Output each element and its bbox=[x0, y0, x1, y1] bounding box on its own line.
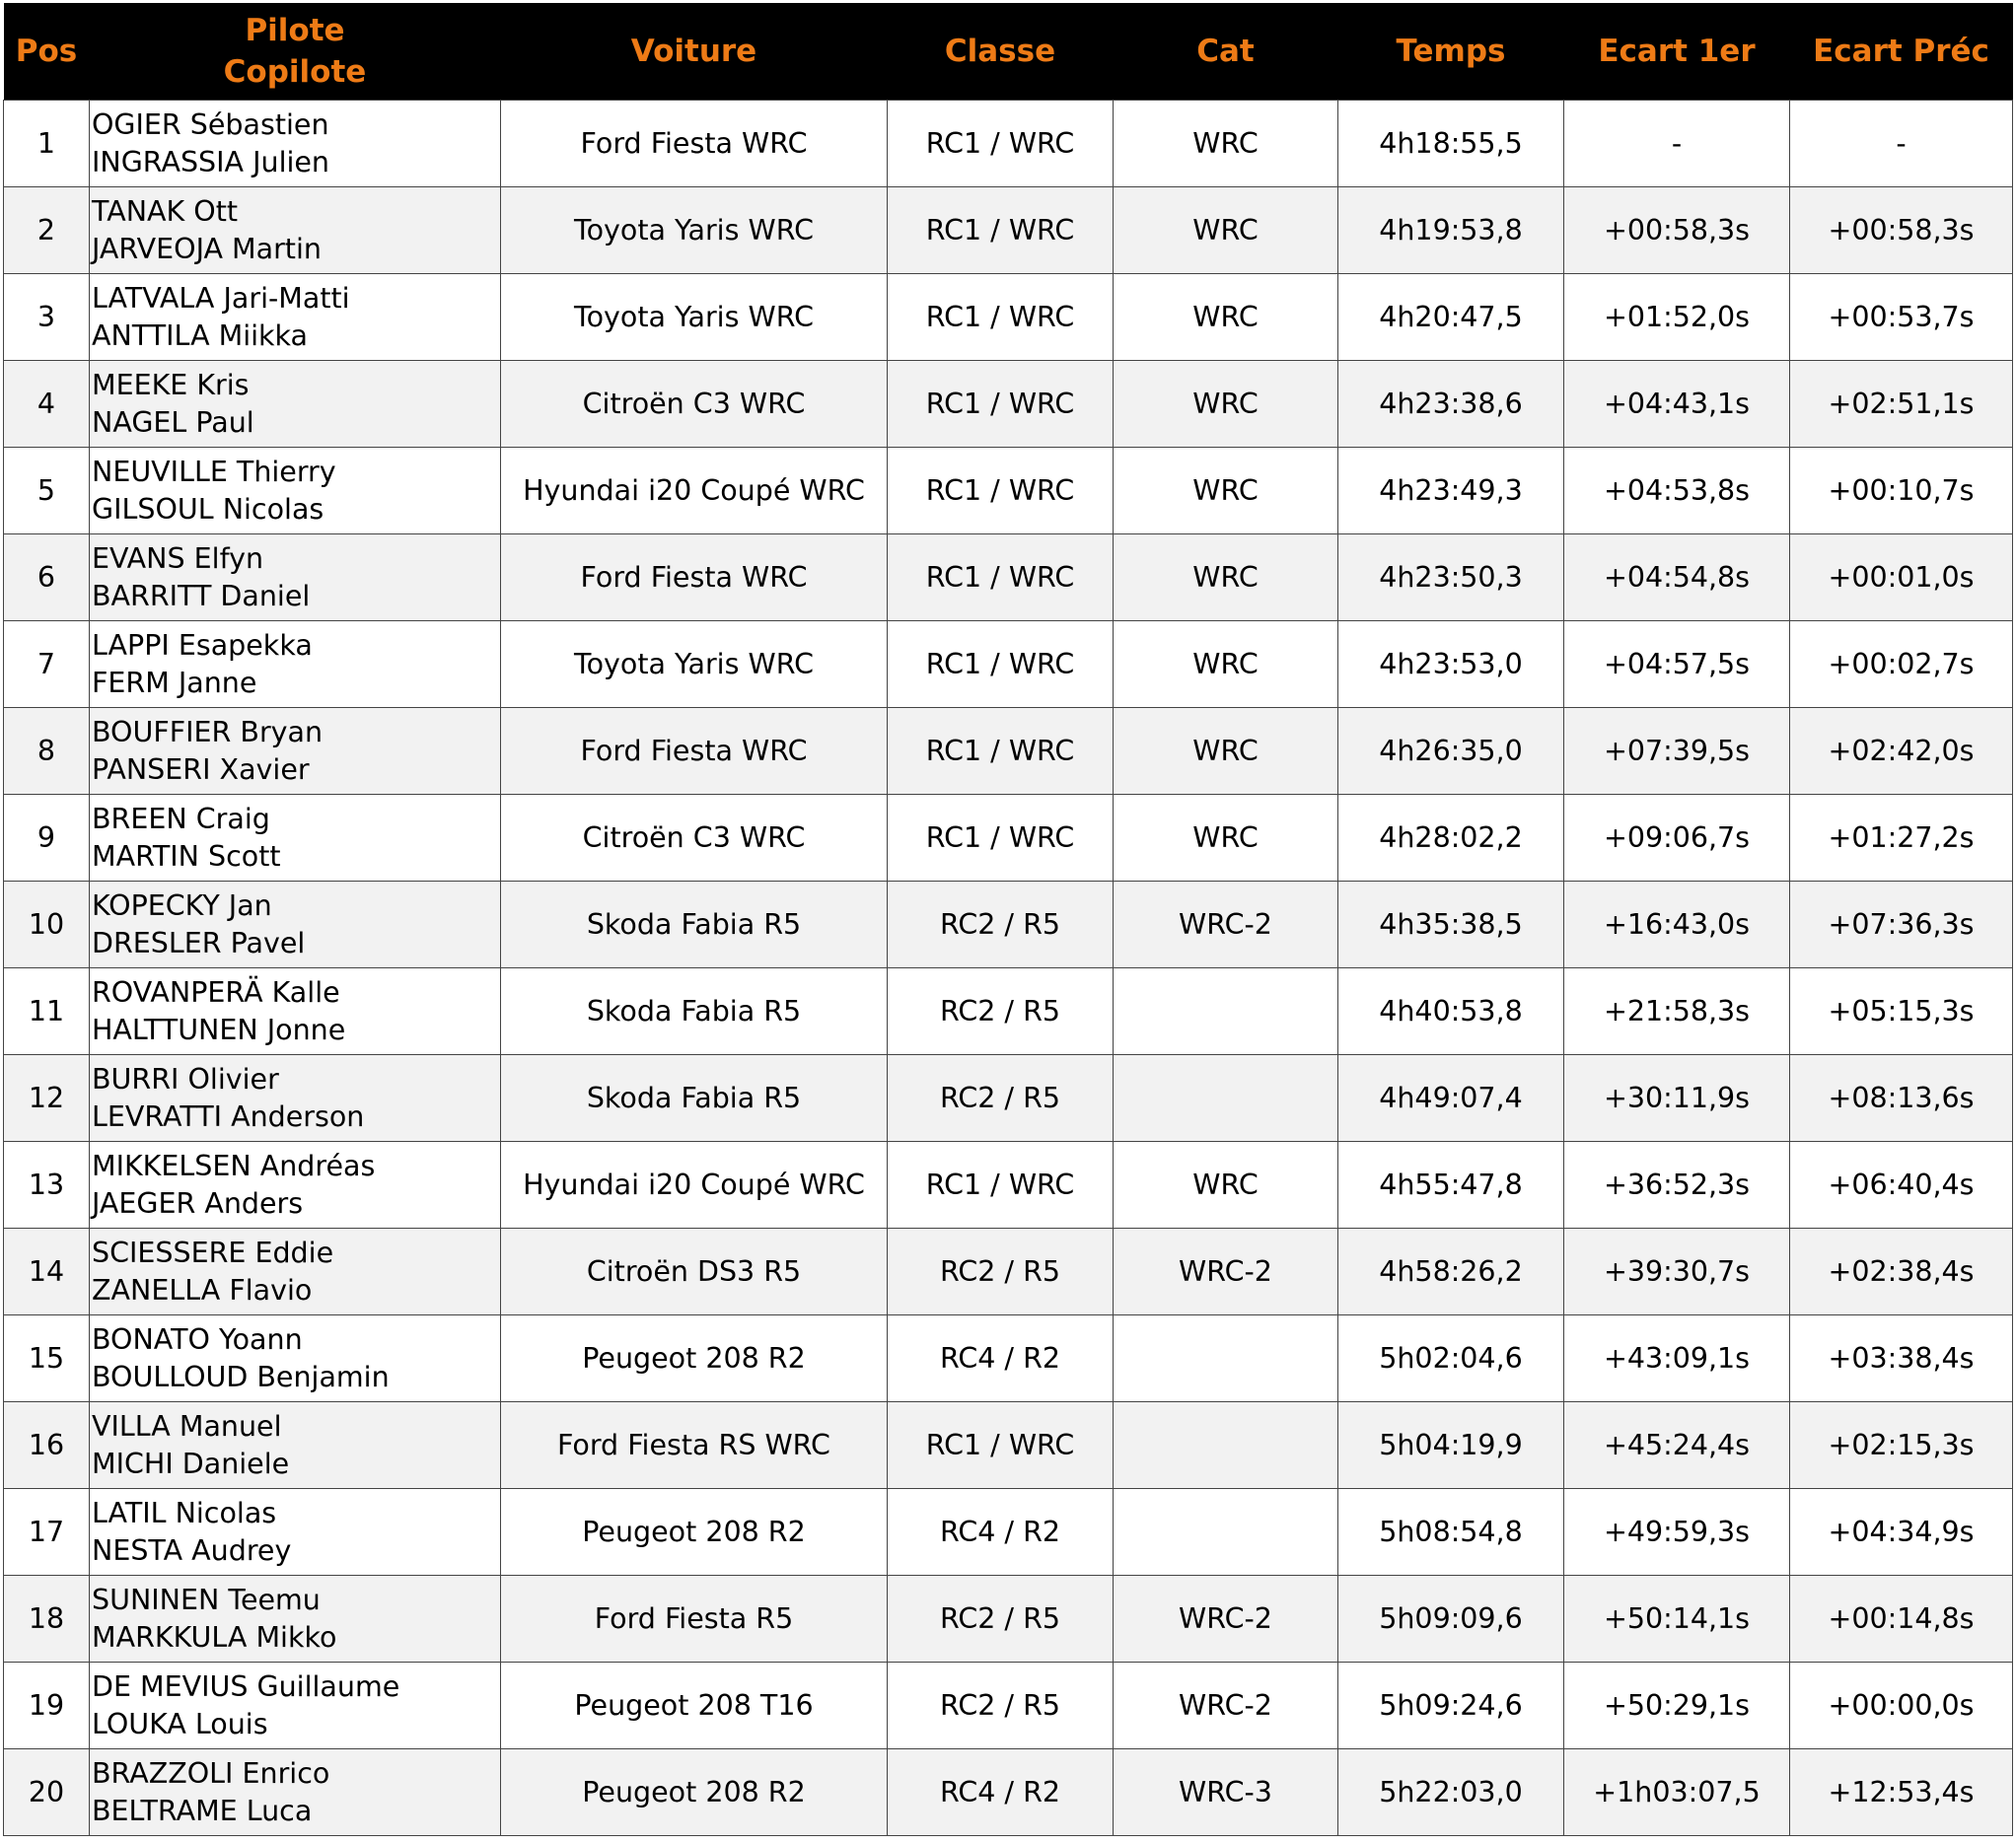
header-ecart-1er: Ecart 1er bbox=[1564, 3, 1790, 101]
pilote-name: LATIL Nicolas bbox=[92, 1496, 277, 1529]
classe-cell: RC1 / WRC bbox=[888, 448, 1114, 534]
ecart-1er-cell: +00:58,3s bbox=[1564, 187, 1790, 274]
pilote-name: OGIER Sébastien bbox=[92, 107, 329, 141]
copilote-name: GILSOUL Nicolas bbox=[92, 492, 324, 526]
ecart-1er-cell: +43:09,1s bbox=[1564, 1315, 1790, 1402]
header-voiture: Voiture bbox=[501, 3, 888, 101]
temps-cell: 4h26:35,0 bbox=[1338, 708, 1564, 795]
temps-cell: 5h02:04,6 bbox=[1338, 1315, 1564, 1402]
pilote-name: SCIESSERE Eddie bbox=[92, 1236, 334, 1269]
temps-cell: 4h19:53,8 bbox=[1338, 187, 1564, 274]
pos-cell: 6 bbox=[4, 534, 90, 621]
crew-cell bbox=[90, 361, 501, 448]
table-row bbox=[4, 621, 2013, 708]
ecart-1er-cell: +09:06,7s bbox=[1564, 795, 1790, 882]
pilote-name: TANAK Ott bbox=[92, 194, 239, 228]
voiture-cell: Ford Fiesta WRC bbox=[501, 708, 888, 795]
crew-cell bbox=[90, 274, 501, 361]
pos-cell: 11 bbox=[4, 968, 90, 1055]
ecart-prec-cell: +00:00,0s bbox=[1790, 1663, 2013, 1749]
table-row bbox=[4, 361, 2013, 448]
ecart-prec-cell: +01:27,2s bbox=[1790, 795, 2013, 882]
table-row bbox=[4, 708, 2013, 795]
table-body bbox=[4, 101, 2013, 1836]
voiture-cell: Ford Fiesta R5 bbox=[501, 1576, 888, 1663]
voiture-cell: Citroën C3 WRC bbox=[501, 361, 888, 448]
cat-cell: WRC bbox=[1114, 1142, 1338, 1229]
copilote-name: MARKKULA Mikko bbox=[92, 1620, 337, 1654]
classe-cell: RC1 / WRC bbox=[888, 274, 1114, 361]
pilote-name: LATVALA Jari-Matti bbox=[92, 281, 350, 315]
copilote-name: FERM Janne bbox=[92, 666, 257, 699]
cat-cell bbox=[1114, 1402, 1338, 1489]
ecart-prec-cell: +04:34,9s bbox=[1790, 1489, 2013, 1576]
crew-cell bbox=[90, 1402, 501, 1489]
classe-cell: RC2 / R5 bbox=[888, 1055, 1114, 1142]
cat-cell: WRC bbox=[1114, 187, 1338, 274]
cat-cell bbox=[1114, 1489, 1338, 1576]
classe-cell: RC2 / R5 bbox=[888, 1663, 1114, 1749]
ecart-1er-cell: +39:30,7s bbox=[1564, 1229, 1790, 1315]
ecart-prec-cell: +00:14,8s bbox=[1790, 1576, 2013, 1663]
copilote-name: HALTTUNEN Jonne bbox=[92, 1013, 346, 1046]
classe-cell: RC1 / WRC bbox=[888, 101, 1114, 187]
header-row bbox=[4, 3, 2013, 101]
pos-cell: 17 bbox=[4, 1489, 90, 1576]
pilote-name: DE MEVIUS Guillaume bbox=[92, 1669, 400, 1703]
ecart-1er-cell: +07:39,5s bbox=[1564, 708, 1790, 795]
ecart-1er-cell: +45:24,4s bbox=[1564, 1402, 1790, 1489]
copilote-name: NAGEL Paul bbox=[92, 405, 254, 439]
table-row bbox=[4, 187, 2013, 274]
ecart-prec-cell: - bbox=[1790, 101, 2013, 187]
temps-cell: 4h28:02,2 bbox=[1338, 795, 1564, 882]
voiture-cell: Toyota Yaris WRC bbox=[501, 274, 888, 361]
temps-cell: 4h58:26,2 bbox=[1338, 1229, 1564, 1315]
ecart-1er-cell: +49:59,3s bbox=[1564, 1489, 1790, 1576]
crew-cell bbox=[90, 1749, 501, 1836]
table-row bbox=[4, 795, 2013, 882]
header-cat: Cat bbox=[1114, 3, 1338, 101]
temps-cell: 5h08:54,8 bbox=[1338, 1489, 1564, 1576]
pos-cell: 14 bbox=[4, 1229, 90, 1315]
ecart-1er-cell: +04:54,8s bbox=[1564, 534, 1790, 621]
copilote-name: BOULLOUD Benjamin bbox=[92, 1360, 390, 1393]
results-table bbox=[3, 3, 2013, 1836]
table-row bbox=[4, 882, 2013, 968]
pos-cell: 1 bbox=[4, 101, 90, 187]
classe-cell: RC1 / WRC bbox=[888, 361, 1114, 448]
temps-cell: 5h04:19,9 bbox=[1338, 1402, 1564, 1489]
pos-cell: 12 bbox=[4, 1055, 90, 1142]
pos-cell: 8 bbox=[4, 708, 90, 795]
table-row bbox=[4, 101, 2013, 187]
crew-cell bbox=[90, 187, 501, 274]
crew-cell bbox=[90, 708, 501, 795]
ecart-1er-cell: +01:52,0s bbox=[1564, 274, 1790, 361]
copilote-name: BELTRAME Luca bbox=[92, 1794, 313, 1827]
pos-cell: 20 bbox=[4, 1749, 90, 1836]
pilote-name: BURRI Olivier bbox=[92, 1062, 279, 1096]
voiture-cell: Ford Fiesta RS WRC bbox=[501, 1402, 888, 1489]
cat-cell bbox=[1114, 1055, 1338, 1142]
crew-cell bbox=[90, 1315, 501, 1402]
pilote-name: KOPECKY Jan bbox=[92, 888, 272, 922]
copilote-name: JARVEOJA Martin bbox=[92, 232, 322, 265]
cat-cell: WRC bbox=[1114, 708, 1338, 795]
pilote-name: BRAZZOLI Enrico bbox=[92, 1756, 330, 1790]
copilote-name: DRESLER Pavel bbox=[92, 926, 306, 959]
pilote-name: BREEN Craig bbox=[92, 802, 270, 835]
copilote-name: MARTIN Scott bbox=[92, 839, 281, 873]
table-row bbox=[4, 1489, 2013, 1576]
voiture-cell: Ford Fiesta WRC bbox=[501, 534, 888, 621]
ecart-1er-cell: +50:29,1s bbox=[1564, 1663, 1790, 1749]
copilote-name: JAEGER Anders bbox=[92, 1186, 304, 1220]
header-temps: Temps bbox=[1338, 3, 1564, 101]
classe-cell: RC4 / R2 bbox=[888, 1489, 1114, 1576]
crew-cell bbox=[90, 1142, 501, 1229]
voiture-cell: Citroën C3 WRC bbox=[501, 795, 888, 882]
ecart-prec-cell: +08:13,6s bbox=[1790, 1055, 2013, 1142]
pilote-name: ROVANPERÄ Kalle bbox=[92, 975, 340, 1009]
voiture-cell: Skoda Fabia R5 bbox=[501, 882, 888, 968]
voiture-cell: Toyota Yaris WRC bbox=[501, 621, 888, 708]
voiture-cell: Peugeot 208 R2 bbox=[501, 1315, 888, 1402]
pos-cell: 15 bbox=[4, 1315, 90, 1402]
crew-cell bbox=[90, 1055, 501, 1142]
table-row bbox=[4, 968, 2013, 1055]
ecart-prec-cell: +00:53,7s bbox=[1790, 274, 2013, 361]
ecart-1er-cell: +04:57,5s bbox=[1564, 621, 1790, 708]
temps-cell: 5h22:03,0 bbox=[1338, 1749, 1564, 1836]
voiture-cell: Peugeot 208 R2 bbox=[501, 1749, 888, 1836]
crew-cell bbox=[90, 448, 501, 534]
cat-cell bbox=[1114, 968, 1338, 1055]
copilote-name: NESTA Audrey bbox=[92, 1533, 292, 1567]
temps-cell: 4h35:38,5 bbox=[1338, 882, 1564, 968]
pos-cell: 2 bbox=[4, 187, 90, 274]
ecart-prec-cell: +00:01,0s bbox=[1790, 534, 2013, 621]
temps-cell: 5h09:24,6 bbox=[1338, 1663, 1564, 1749]
cat-cell bbox=[1114, 1315, 1338, 1402]
crew-cell bbox=[90, 101, 501, 187]
ecart-1er-cell: +04:43,1s bbox=[1564, 361, 1790, 448]
ecart-prec-cell: +00:02,7s bbox=[1790, 621, 2013, 708]
header-pilote-copilote bbox=[90, 3, 501, 101]
classe-cell: RC1 / WRC bbox=[888, 795, 1114, 882]
crew-cell bbox=[90, 968, 501, 1055]
header-pos: Pos bbox=[4, 3, 90, 101]
cat-cell: WRC bbox=[1114, 795, 1338, 882]
ecart-1er-cell: +30:11,9s bbox=[1564, 1055, 1790, 1142]
ecart-1er-cell: +50:14,1s bbox=[1564, 1576, 1790, 1663]
classe-cell: RC2 / R5 bbox=[888, 1576, 1114, 1663]
ecart-1er-cell: - bbox=[1564, 101, 1790, 187]
ecart-1er-cell: +04:53,8s bbox=[1564, 448, 1790, 534]
temps-cell: 4h49:07,4 bbox=[1338, 1055, 1564, 1142]
crew-cell bbox=[90, 1576, 501, 1663]
temps-cell: 5h09:09,6 bbox=[1338, 1576, 1564, 1663]
classe-cell: RC4 / R2 bbox=[888, 1749, 1114, 1836]
classe-cell: RC1 / WRC bbox=[888, 1142, 1114, 1229]
ecart-1er-cell: +16:43,0s bbox=[1564, 882, 1790, 968]
pilote-name: BOUFFIER Bryan bbox=[92, 715, 324, 748]
ecart-prec-cell: +00:10,7s bbox=[1790, 448, 2013, 534]
copilote-name: PANSERI Xavier bbox=[92, 752, 310, 786]
header-classe: Classe bbox=[888, 3, 1114, 101]
temps-cell: 4h23:49,3 bbox=[1338, 448, 1564, 534]
classe-cell: RC2 / R5 bbox=[888, 1229, 1114, 1315]
pilote-name: BONATO Yoann bbox=[92, 1322, 303, 1356]
crew-cell bbox=[90, 1229, 501, 1315]
ecart-prec-cell: +12:53,4s bbox=[1790, 1749, 2013, 1836]
classe-cell: RC2 / R5 bbox=[888, 968, 1114, 1055]
temps-cell: 4h40:53,8 bbox=[1338, 968, 1564, 1055]
table-row bbox=[4, 1663, 2013, 1749]
temps-cell: 4h23:50,3 bbox=[1338, 534, 1564, 621]
temps-cell: 4h55:47,8 bbox=[1338, 1142, 1564, 1229]
voiture-cell: Hyundai i20 Coupé WRC bbox=[501, 448, 888, 534]
cat-cell: WRC-2 bbox=[1114, 1576, 1338, 1663]
table-row bbox=[4, 534, 2013, 621]
ecart-prec-cell: +03:38,4s bbox=[1790, 1315, 2013, 1402]
ecart-prec-cell: +02:51,1s bbox=[1790, 361, 2013, 448]
crew-cell bbox=[90, 1489, 501, 1576]
pos-cell: 5 bbox=[4, 448, 90, 534]
classe-cell: RC1 / WRC bbox=[888, 708, 1114, 795]
voiture-cell: Ford Fiesta WRC bbox=[501, 101, 888, 187]
header-pilote: Pilote bbox=[245, 13, 345, 48]
cat-cell: WRC-2 bbox=[1114, 1663, 1338, 1749]
pilote-name: SUNINEN Teemu bbox=[92, 1583, 321, 1616]
classe-cell: RC1 / WRC bbox=[888, 621, 1114, 708]
cat-cell: WRC bbox=[1114, 101, 1338, 187]
crew-cell bbox=[90, 795, 501, 882]
pos-cell: 3 bbox=[4, 274, 90, 361]
ecart-prec-cell: +02:42,0s bbox=[1790, 708, 2013, 795]
voiture-cell: Citroën DS3 R5 bbox=[501, 1229, 888, 1315]
pilote-name: MEEKE Kris bbox=[92, 368, 250, 401]
copilote-name: LOUKA Louis bbox=[92, 1707, 268, 1740]
pilote-name: LAPPI Esapekka bbox=[92, 628, 313, 662]
pos-cell: 4 bbox=[4, 361, 90, 448]
table-row bbox=[4, 1749, 2013, 1836]
classe-cell: RC4 / R2 bbox=[888, 1315, 1114, 1402]
temps-cell: 4h20:47,5 bbox=[1338, 274, 1564, 361]
header-ecart-prec: Ecart Préc bbox=[1790, 3, 2013, 101]
table-row bbox=[4, 274, 2013, 361]
pos-cell: 7 bbox=[4, 621, 90, 708]
classe-cell: RC1 / WRC bbox=[888, 534, 1114, 621]
crew-cell bbox=[90, 534, 501, 621]
ecart-prec-cell: +06:40,4s bbox=[1790, 1142, 2013, 1229]
classe-cell: RC1 / WRC bbox=[888, 187, 1114, 274]
voiture-cell: Peugeot 208 R2 bbox=[501, 1489, 888, 1576]
copilote-name: MICHI Daniele bbox=[92, 1447, 290, 1480]
table-row bbox=[4, 1142, 2013, 1229]
copilote-name: INGRASSIA Julien bbox=[92, 145, 329, 178]
pilote-name: VILLA Manuel bbox=[92, 1409, 282, 1443]
ecart-prec-cell: +02:38,4s bbox=[1790, 1229, 2013, 1315]
table-header bbox=[4, 3, 2013, 101]
temps-cell: 4h18:55,5 bbox=[1338, 101, 1564, 187]
cat-cell: WRC-2 bbox=[1114, 882, 1338, 968]
classe-cell: RC1 / WRC bbox=[888, 1402, 1114, 1489]
pilote-name: MIKKELSEN Andréas bbox=[92, 1149, 376, 1182]
copilote-name: BARRITT Daniel bbox=[92, 579, 311, 612]
ecart-prec-cell: +02:15,3s bbox=[1790, 1402, 2013, 1489]
pos-cell: 10 bbox=[4, 882, 90, 968]
ecart-prec-cell: +05:15,3s bbox=[1790, 968, 2013, 1055]
header-copilote: Copilote bbox=[223, 54, 367, 90]
pilote-name: EVANS Elfyn bbox=[92, 541, 264, 575]
copilote-name: ANTTILA Miikka bbox=[92, 319, 309, 352]
cat-cell: WRC bbox=[1114, 534, 1338, 621]
voiture-cell: Toyota Yaris WRC bbox=[501, 187, 888, 274]
cat-cell: WRC-3 bbox=[1114, 1749, 1338, 1836]
table-row bbox=[4, 1402, 2013, 1489]
cat-cell: WRC bbox=[1114, 274, 1338, 361]
pos-cell: 9 bbox=[4, 795, 90, 882]
ecart-prec-cell: +00:58,3s bbox=[1790, 187, 2013, 274]
cat-cell: WRC bbox=[1114, 361, 1338, 448]
classe-cell: RC2 / R5 bbox=[888, 882, 1114, 968]
voiture-cell: Skoda Fabia R5 bbox=[501, 968, 888, 1055]
voiture-cell: Hyundai i20 Coupé WRC bbox=[501, 1142, 888, 1229]
pilote-name: NEUVILLE Thierry bbox=[92, 455, 336, 488]
copilote-name: LEVRATTI Anderson bbox=[92, 1099, 365, 1133]
temps-cell: 4h23:53,0 bbox=[1338, 621, 1564, 708]
crew-cell bbox=[90, 1663, 501, 1749]
voiture-cell: Skoda Fabia R5 bbox=[501, 1055, 888, 1142]
copilote-name: ZANELLA Flavio bbox=[92, 1273, 313, 1307]
table-row bbox=[4, 1055, 2013, 1142]
table-row bbox=[4, 1315, 2013, 1402]
pos-cell: 19 bbox=[4, 1663, 90, 1749]
temps-cell: 4h23:38,6 bbox=[1338, 361, 1564, 448]
cat-cell: WRC-2 bbox=[1114, 1229, 1338, 1315]
pos-cell: 18 bbox=[4, 1576, 90, 1663]
table-row bbox=[4, 1576, 2013, 1663]
table-row bbox=[4, 1229, 2013, 1315]
ecart-1er-cell: +36:52,3s bbox=[1564, 1142, 1790, 1229]
voiture-cell: Peugeot 208 T16 bbox=[501, 1663, 888, 1749]
pos-cell: 13 bbox=[4, 1142, 90, 1229]
crew-cell bbox=[90, 882, 501, 968]
crew-cell bbox=[90, 621, 501, 708]
ecart-1er-cell: +1h03:07,5 bbox=[1564, 1749, 1790, 1836]
cat-cell: WRC bbox=[1114, 448, 1338, 534]
ecart-prec-cell: +07:36,3s bbox=[1790, 882, 2013, 968]
pos-cell: 16 bbox=[4, 1402, 90, 1489]
table-row bbox=[4, 448, 2013, 534]
cat-cell: WRC bbox=[1114, 621, 1338, 708]
ecart-1er-cell: +21:58,3s bbox=[1564, 968, 1790, 1055]
